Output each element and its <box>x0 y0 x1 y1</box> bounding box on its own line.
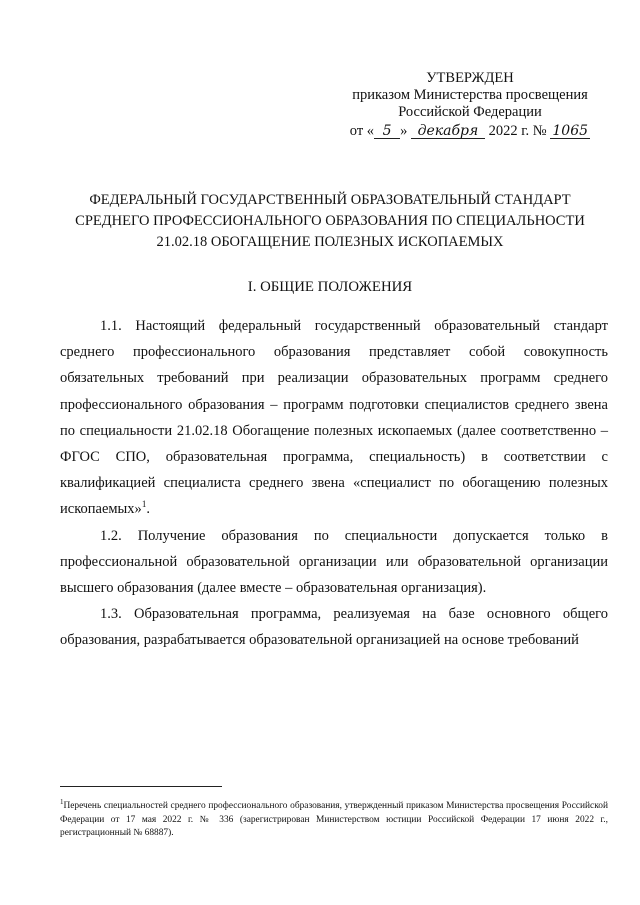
handwritten-month: декабря <box>411 124 485 139</box>
handwritten-order-number: 1065 <box>550 124 590 139</box>
document-title <box>40 190 620 253</box>
footnote-text: Перечень специальностей среднего профессионального образования, утвержденный приказом Министерства просвещения Российской Федерации от 17 мая 2022 г. № 336 (зарегистрирован Министерством юстиции Российской Федерации 17 июня 2022 г., регистрационный № 68887). <box>60 801 608 838</box>
paragraph-1-1 <box>60 313 608 523</box>
approval-country-line: Российской Федерации <box>398 104 542 120</box>
footnote-divider <box>60 786 222 787</box>
date-year-text: 2022 г. № <box>488 123 547 139</box>
footnote-number: 1 <box>60 797 64 806</box>
approval-title: УТВЕРЖДЕН <box>426 70 514 86</box>
footnote <box>60 797 608 841</box>
title-line-1: ФЕДЕРАЛЬНЫЙ ГОСУДАРСТВЕННЫЙ ОБРАЗОВАТЕЛЬНЫЙ СТАНДАРТ <box>89 192 571 208</box>
paragraph-1-1-text: 1.1. Настоящий федеральный государственный образовательный стандарт среднего профессионального образования представляет собой совокупность обязательных требований при реализации образовательных программ среднего профессионального образования – программ подготовки специалистов среднего звена по специальности 21.02.18 Обогащение полезных ископаемых (далее соответственно – ФГОС СПО, образовательная программа, специальность) в соответствии с квалификацией специалиста среднего звена «специалист по обогащению полезных ископаемых» <box>60 318 608 518</box>
title-line-2: СРЕДНЕГО ПРОФЕССИОНАЛЬНОГО ОБРАЗОВАНИЯ ПО СПЕЦИАЛЬНОСТИ <box>75 213 585 229</box>
footnote-reference: 1 <box>141 499 147 510</box>
date-quote-close: » <box>400 123 408 139</box>
paragraph-1-3: 1.3. Образовательная программа, реализуемая на базе основного общего образования, разрабатывается образовательной организацией на основе требований <box>60 606 608 649</box>
approval-stamp <box>330 70 610 140</box>
section-heading: I. ОБЩИЕ ПОЛОЖЕНИЯ <box>247 279 413 295</box>
approval-order-line: приказом Министерства просвещения <box>352 87 588 103</box>
paragraph-1-1-end: . <box>146 501 150 518</box>
paragraph-1-2: 1.2. Получение образования по специальности допускается только в профессиональной образовательной организации или образовательной организации высшего образования (далее вместе – образовательная организация). <box>60 527 608 597</box>
handwritten-day: 5 <box>374 124 400 139</box>
body-text <box>60 313 608 654</box>
title-line-3: 21.02.18 ОБОГАЩЕНИЕ ПОЛЕЗНЫХ ИСКОПАЕМЫХ <box>156 234 504 250</box>
date-prefix: от « <box>349 123 375 139</box>
approval-date-line <box>330 123 610 140</box>
